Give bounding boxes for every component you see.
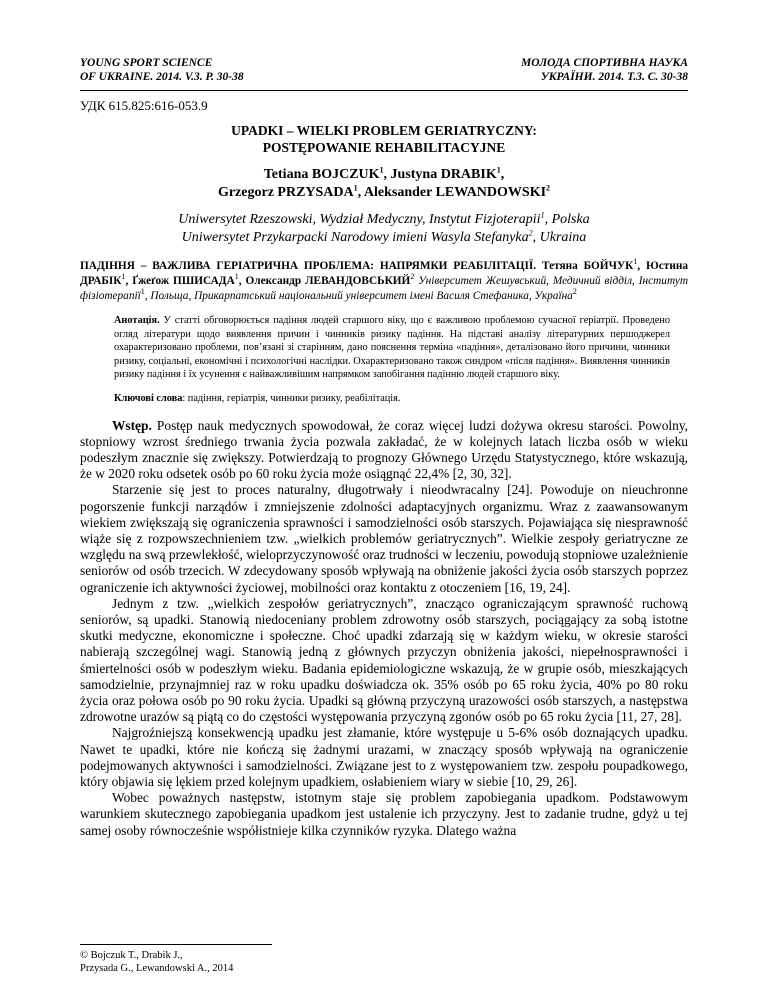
affiliation-mark: 1 [633,257,638,267]
footnote-line2: Przysada G., Lewandowski A., 2014 [80,963,234,974]
affiliation-mark: 2 [528,228,533,238]
affiliation-line2 [80,229,688,247]
abstract [114,314,670,382]
author-line1 [80,166,688,184]
author-separator: , [500,167,505,182]
affiliation-text: , Ukraina [532,230,587,245]
journal-name-ua [521,56,688,84]
body-paragraph: Starzenie się jest to proces naturalny, długotrwały i nieodwracalny [24]. Powoduje on nieuchronne pogorszenie funkcji narządów i zmniejszenie zdolności adaptacyjnych organizmu. Wraz z zaawansowanym wiekiem zwiększają się ograniczenia sprawności i samodzielności osób starszych. Pojawiająca się niesprawność wiąże się z rozpowszechnieniem tzw. „wielkich problemów geriatrycznych”. Wielkie zespoły geriatryczne ze względu na swą przewlekłość, wieloprzyczynowość oraz trudności w leczeniu, powodują stopniowe uzależnienie seniorów od osób trzecich. W zdecydowany sposób wpływają na obniżenie jakości życia osób starszych poprzez ograniczenie ich aktywności życiowej, mobilności oraz kontaktu z otoczeniem [16, 19, 24]. [80,482,688,595]
keywords-label: Ключові слова [114,392,183,404]
affiliation-mark: 1 [353,183,358,193]
ua-author: , Ґжеґож ПШИСАДА [125,275,235,287]
article-title-line1: UPADKI – WIELKI PROBLEM GERIATRYCZNY: [231,123,537,138]
body-paragraph [80,418,688,483]
affiliation-mark: 1 [234,272,239,282]
ua-author: , Олександр ЛЕВАНДОВСЬКИЙ [238,275,411,287]
ua-author: , Юстина ДРАБІК [80,260,688,287]
affiliation-mark: 2 [546,183,551,193]
header-divider [80,90,688,91]
author-line2 [80,184,688,202]
journal-name-en-line2: OF UKRAINE. 2014. V.3. P. 30-38 [80,71,244,83]
body-paragraph: Jednym z tzw. „wielkich zespołów geriatrycznych”, znacząco ograniczającym sprawność ruchową seniorów, są upadki. Stanowią niedoceniany problem zdrowotny osób starszych, pociągający za sobą istotne skutki medyczne, ekonomiczne i społeczne. Choć upadki zdarzają się w każdym wieku, w okresie starości nabierają szczególnej wagi. Stanowią jedną z głównych przyczyn obniżenia jakości, niepełnosprawności i śmiertelności osób w podeszłym wieku. Badania epidemiologiczne wskazują, że w grupie osób, mieszkających samodzielnie, przynajmniej raz w roku upadku doświadcza ok. 35% osób po 65 roku życia, 40% po 80 roku życia oraz połowa osób po 90 roku życia. Upadki są główną przyczyną urazowości osób starszych, a następstwa zdrowotne urazów są piątą co do częstości występowania przyczyną zgonów osób po 65 roku życia [11, 27, 28]. [80,595,688,725]
author-name: Grzegorz PRZYSADA [217,185,354,200]
affiliation-line1 [80,211,688,229]
journal-name-ua-line2: УКРАЇНИ. 2014. Т.3. С. 30-38 [540,71,688,83]
copyright-footnote [80,949,233,975]
journal-name-en-line1: YOUNG SPORT SCIENCE [80,57,213,69]
affiliation-text: Uniwersytet Przykarpacki Narodowy imieni Wasyla Stefanyka [181,230,529,245]
author-name: , Aleksander LEWANDOWSKI [357,185,547,200]
article-title-line2: POSTĘPOWANIE REHABILITACYJNE [262,140,506,155]
journal-name-ua-line1: МОЛОДА СПОРТИВНА НАУКА [521,57,688,69]
author-name: Tetiana BOJCZUK [263,167,380,182]
body-paragraph: Najgroźniejszą konsekwencją upadku jest złamanie, które występuje u 5-6% osób doznających upadku. Nawet te upadki, które nie kończą się żadnymi urazami, w znaczący sposób wpływają na ograniczenie podejmowanych aktywności i samodzielności. Związane jest to z występowaniem tzw. zespołu poupadkowego, który objawia się lękiem przed kolejnym upadkiem, osłabieniem wiary w siebie [10, 29, 26]. [80,725,688,790]
affiliation-mark: 1 [379,165,384,175]
affiliation-text: Uniwersytet Rzeszowski, Wydział Medyczny, Instytut Fizjoterapii [178,212,541,227]
footnote-line1: © Bojczuk T., Drabik J., [80,950,183,961]
keywords [114,392,670,406]
body-paragraph: Wobec poważnych następstw, istotnym staje się problem zapobiegania upadkom. Podstawowym warunkiem skutecznego zapobiegania upadkom jest ustalenie ich przyczyny. Jest to zadanie trudne, gdyż u tej samej osoby równocześnie współistnieje kilka czynników ryzyka. Dlatego ważna [80,790,688,838]
affiliation-mark: 1 [121,272,126,282]
affiliation-mark: 2 [410,272,415,282]
author-list [80,166,688,202]
ukrainian-title-block [80,259,688,304]
affiliation-text: , Polska [544,212,590,227]
author-name: , Justyna DRABIK [383,167,497,182]
running-header [80,56,688,84]
affiliation-mark: 1 [496,165,501,175]
affiliation-mark: 1 [540,210,545,220]
udk-code: УДК 615.825:616-053.9 [80,98,208,113]
abstract-label: Анотація. [114,315,160,326]
ua-affiliation: Університет Жешувський, Медичний відділ, Інститут фізіотерапії [80,275,689,302]
article-body [80,418,688,839]
keywords-text: : падіння, геріатрія, чинники ризику, реабілітація. [182,392,401,404]
footnote-divider [80,944,272,945]
ua-title: ПАДІННЯ – ВАЖЛИВА ГЕРІАТРИЧНА ПРОБЛЕМА: НАПРЯМКИ РЕАБІЛІТАЦІЇ. Тетяна БОЙЧУК [80,260,634,272]
affiliations [80,211,688,247]
affiliation-mark: 1 [140,287,145,297]
journal-name-en [80,56,244,84]
abstract-text: У статті обговорюється падіння людей старшого віку, що є важливою проблемою сучасної геріатрії. Проведено огляд літератури щодо виявлення причин і чинників ризику падіння. На підставі аналізу літературних першоджерел охарактеризовано проблеми, пов’язані зі старінням, дано пояснення терміна «падіння», деталізовано його причини, чинники ризику, соціальні, економічні і психологічні наслідки. Охарактеризовано також синдром «після падіння». Виявлення чинників ризику падіння і їх усунення є найважливішим напрямком запобігання падінню людей старшого віку. [114,315,670,381]
ua-affiliation: , Польща, Прикарпатський національний університет імені Василя Стефаника, Україна [144,290,573,302]
affiliation-mark: 2 [572,287,577,297]
article-title [80,122,688,156]
paragraph-text: Postęp nauk medycznych spowodował, że coraz więcej ludzi dożywa okresu starości. Powolny, stopniowy wzrost średniego trwania życia pozwala zakładać, że w kolejnych latach liczba osób w wieku podeszłym znacznie się zwiększy. Potwierdzają to prognozy Głównego Urzędu Statystycznego, które wskazują, że w 2020 roku odsetek osób po 60 roku życia może osiągnąć 22,4% [2, 30, 32]. [80,417,688,482]
section-heading: Wstęp. [112,417,152,433]
